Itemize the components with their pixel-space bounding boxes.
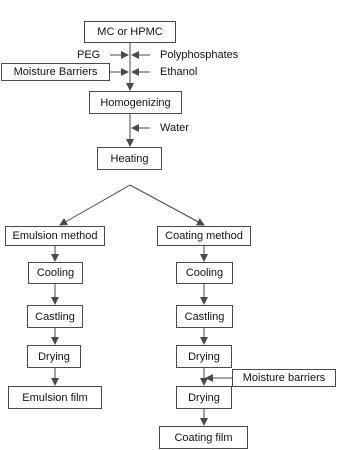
node-emulsion-film: Emulsion film (8, 386, 102, 409)
input-moisture-barriers-lower: Moisture barriers (232, 369, 336, 387)
node-coating-method: Coating method (157, 226, 251, 246)
node-coating-drying-1: Drying (176, 345, 232, 368)
arrow-heating-to-coating (130, 185, 204, 225)
node-start: MC or HPMC (84, 21, 176, 43)
node-coating-drying-2: Drying (176, 386, 232, 409)
input-polyphosphates-label: Polyphosphates (160, 49, 239, 61)
node-emulsion-drying: Drying (27, 345, 81, 368)
input-water-label: Water (160, 122, 189, 134)
node-emulsion-castling: Castling (27, 305, 83, 328)
node-emulsion-method: Emulsion method (5, 226, 105, 246)
node-emulsion-cooling: Cooling (28, 262, 83, 284)
node-heating: Heating (97, 147, 162, 170)
input-ethanol-label: Ethanol (160, 66, 198, 78)
node-homogenizing: Homogenizing (89, 91, 182, 114)
input-moisture-barriers: Moisture Barriers (1, 63, 110, 81)
node-coating-cooling: Cooling (176, 262, 233, 284)
node-coating-castling: Castling (176, 305, 233, 328)
input-peg-label: PEG (77, 49, 101, 61)
arrow-heating-to-emulsion (60, 185, 130, 225)
node-coating-film: Coating film (159, 426, 248, 449)
